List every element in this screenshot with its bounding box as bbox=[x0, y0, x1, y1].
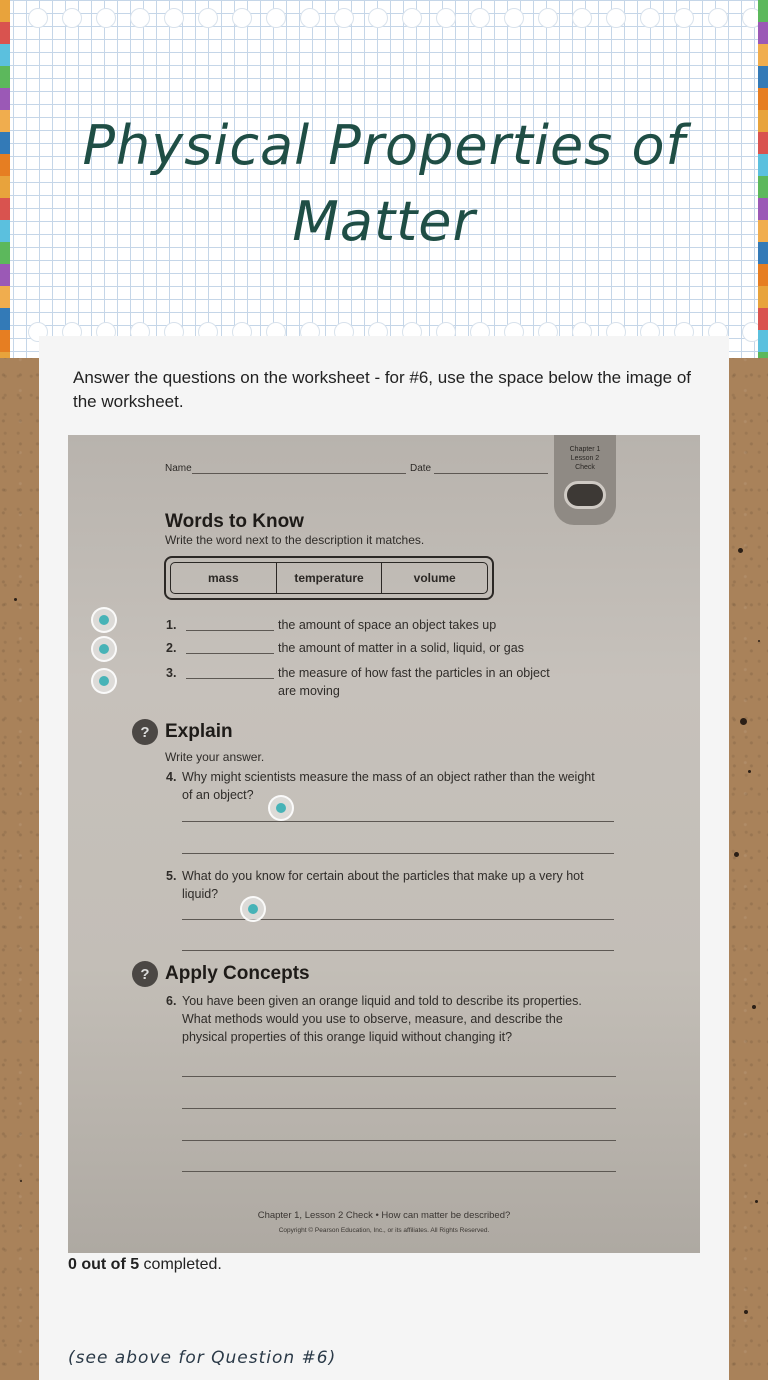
words-to-know-heading: Words to Know bbox=[165, 511, 304, 532]
q3-answer-line bbox=[186, 678, 274, 679]
q5-number: 5. bbox=[166, 869, 177, 883]
q2-number: 2. bbox=[166, 641, 177, 655]
color-strip-segment bbox=[0, 22, 10, 44]
completion-status bbox=[68, 1256, 222, 1274]
color-strip-segment bbox=[758, 330, 768, 352]
word-bank-item: temperature bbox=[277, 563, 383, 593]
content-card bbox=[39, 336, 729, 1380]
magnet-icon bbox=[564, 481, 606, 509]
cork-speck bbox=[738, 548, 743, 553]
q2-answer-line bbox=[186, 653, 274, 654]
color-strip-segment bbox=[0, 66, 10, 88]
notebook-ring bbox=[402, 8, 422, 28]
cork-speck bbox=[755, 1200, 758, 1203]
notebook-ring bbox=[28, 8, 48, 28]
q6-answer-line bbox=[182, 1171, 616, 1172]
date-line bbox=[434, 473, 548, 474]
color-strip-segment bbox=[758, 308, 768, 330]
worksheet-footer-line1: Chapter 1, Lesson 2 Check • How can matter be described? bbox=[257, 1210, 511, 1221]
notebook-ring bbox=[368, 8, 388, 28]
answer-hotspot-q4[interactable] bbox=[268, 795, 294, 821]
notebook-ring bbox=[334, 8, 354, 28]
chapter-tab-line1: Chapter 1 bbox=[569, 446, 601, 453]
color-strip-segment bbox=[758, 0, 768, 22]
color-strip-segment bbox=[0, 264, 10, 286]
date-label: Date bbox=[410, 463, 432, 474]
color-strip-segment bbox=[0, 352, 10, 358]
answer-hotspot-q1[interactable] bbox=[91, 607, 117, 633]
color-strip-segment bbox=[758, 88, 768, 110]
worksheet-footer-line2: Copyright © Pearson Education, Inc., or its affiliates. All Rights Reserved. bbox=[278, 1227, 490, 1234]
notebook-ring bbox=[572, 8, 592, 28]
word-bank-item: volume bbox=[413, 571, 456, 585]
notebook-ring bbox=[674, 8, 694, 28]
notebook-ring bbox=[198, 8, 218, 28]
cork-speck bbox=[734, 852, 739, 857]
color-strip-segment bbox=[0, 0, 10, 22]
worksheet-image bbox=[68, 435, 700, 1253]
notebook-ring bbox=[436, 8, 456, 28]
notebook-ring bbox=[708, 8, 728, 28]
explain-heading: Explain bbox=[165, 721, 233, 742]
color-strip-segment bbox=[0, 88, 10, 110]
notebook-ring bbox=[266, 8, 286, 28]
q4-answer-line bbox=[182, 853, 614, 854]
color-strip-segment bbox=[758, 22, 768, 44]
q6-answer-line bbox=[182, 1140, 616, 1141]
color-strip-segment bbox=[758, 286, 768, 308]
notebook-ring bbox=[96, 8, 116, 28]
notebook-rings-top bbox=[0, 8, 768, 32]
q6-text-line2: What methods would you use to observe, measure, and describe the bbox=[182, 1012, 563, 1026]
q5-text-line1: What do you know for certain about the particles that make up a very hot bbox=[182, 869, 584, 883]
q6-number: 6. bbox=[166, 994, 177, 1008]
notebook-ring bbox=[164, 8, 184, 28]
notebook-ring bbox=[130, 8, 150, 28]
q3-text-cont: are moving bbox=[278, 684, 340, 698]
q4-number: 4. bbox=[166, 770, 177, 784]
q4-text-line1: Why might scientists measure the mass of an object rather than the weight bbox=[182, 770, 595, 784]
q5-text-line2: liquid? bbox=[182, 887, 219, 901]
color-strip-segment bbox=[758, 264, 768, 286]
chapter-tab-line2: Lesson 2 bbox=[570, 455, 600, 462]
color-strip-segment bbox=[0, 330, 10, 352]
q1-answer-line bbox=[186, 630, 274, 631]
cork-speck bbox=[752, 1005, 756, 1009]
answer-hotspot-q5[interactable] bbox=[240, 896, 266, 922]
q3-number: 3. bbox=[166, 666, 177, 680]
followup-note: (see above for Question #6) bbox=[68, 1348, 337, 1368]
q6-answer-line bbox=[182, 1108, 616, 1109]
cork-speck bbox=[740, 718, 747, 725]
cork-speck bbox=[14, 598, 17, 601]
completion-count: 0 out of 5 bbox=[68, 1256, 140, 1273]
cork-speck bbox=[748, 770, 751, 773]
q2-text: the amount of matter in a solid, liquid, or gas bbox=[278, 641, 524, 655]
notebook-ring bbox=[504, 8, 524, 28]
notebook-ring bbox=[640, 8, 660, 28]
chapter-tab bbox=[554, 435, 616, 525]
completion-suffix: completed. bbox=[139, 1256, 222, 1273]
notebook-ring bbox=[232, 8, 252, 28]
color-strip-segment bbox=[0, 286, 10, 308]
q6-answer-line bbox=[182, 1076, 616, 1077]
q6-text-line3: physical properties of this orange liquid without changing it? bbox=[182, 1030, 513, 1044]
explain-subheading: Write your answer. bbox=[165, 750, 265, 764]
page-title: Physical Properties of Matter bbox=[82, 114, 686, 253]
instructions-text: Answer the questions on the worksheet - for #6, use the space below the image of the worksheet. bbox=[73, 368, 692, 411]
color-strip-segment bbox=[0, 44, 10, 66]
answer-hotspot-q3[interactable] bbox=[91, 668, 117, 694]
notebook-ring bbox=[300, 8, 320, 28]
apply-concepts-heading: Apply Concepts bbox=[165, 963, 310, 984]
color-strip-segment bbox=[758, 352, 768, 358]
notebook-ring bbox=[470, 8, 490, 28]
header-banner bbox=[0, 0, 768, 358]
q4-text-line2: of an object? bbox=[182, 788, 254, 802]
word-bank bbox=[164, 556, 494, 600]
cork-speck bbox=[744, 1310, 748, 1314]
words-to-know-subheading: Write the word next to the description it matches. bbox=[165, 533, 425, 547]
notebook-ring bbox=[606, 8, 626, 28]
q1-number: 1. bbox=[166, 618, 177, 632]
cork-speck bbox=[20, 1180, 22, 1182]
q6-text-line1: You have been given an orange liquid and told to describe its properties. bbox=[182, 994, 582, 1008]
name-line bbox=[192, 473, 406, 474]
notebook-ring bbox=[62, 8, 82, 28]
chapter-tab-line3: Check bbox=[575, 464, 595, 471]
color-strip-segment bbox=[758, 44, 768, 66]
color-strip-segment bbox=[758, 66, 768, 88]
q1-text: the amount of space an object takes up bbox=[278, 618, 497, 632]
name-label: Name bbox=[165, 463, 192, 474]
question-mark-icon: ? bbox=[132, 961, 158, 987]
q4-answer-line bbox=[182, 821, 614, 822]
q5-answer-line bbox=[182, 950, 614, 951]
color-strip-segment bbox=[0, 308, 10, 330]
notebook-ring bbox=[538, 8, 558, 28]
q3-text: the measure of how fast the particles in an object bbox=[278, 666, 550, 680]
answer-hotspot-q2[interactable] bbox=[91, 636, 117, 662]
question-mark-icon: ? bbox=[132, 719, 158, 745]
word-bank-item: mass bbox=[171, 563, 277, 593]
cork-speck bbox=[758, 640, 760, 642]
